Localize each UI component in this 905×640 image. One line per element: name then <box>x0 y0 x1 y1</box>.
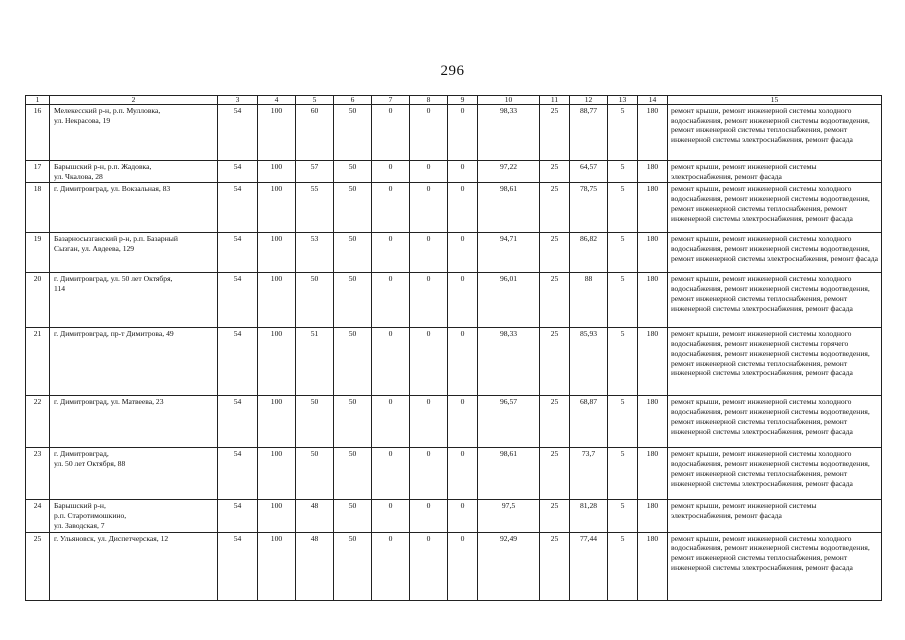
repair-works-cell: ремонт крыши, ремонт инженерной системы холодного водоснабжения, ремонт инженерной системы водоотведения, ремонт инженерной системы теплоснабжения, ремонт инженерной системы электроснабжения, ремонт фасада <box>668 448 882 500</box>
value-cell-14: 180 <box>638 273 668 328</box>
value-cell-7: 0 <box>372 448 410 500</box>
value-cell-8: 0 <box>410 183 448 233</box>
value-cell-9: 0 <box>448 273 478 328</box>
value-cell-12: 86,82 <box>570 233 608 273</box>
value-cell-3: 54 <box>218 328 258 396</box>
value-cell-5: 50 <box>296 396 334 448</box>
value-cell-7: 0 <box>372 161 410 183</box>
value-cell-11: 25 <box>540 448 570 500</box>
value-cell-14: 180 <box>638 183 668 233</box>
value-cell-9: 0 <box>448 448 478 500</box>
value-cell-12: 68,87 <box>570 396 608 448</box>
value-cell-6: 50 <box>334 500 372 532</box>
value-cell-3: 54 <box>218 448 258 500</box>
value-cell-7: 0 <box>372 273 410 328</box>
value-cell-14: 180 <box>638 233 668 273</box>
address-cell <box>50 500 218 532</box>
address-cell <box>50 233 218 273</box>
value-cell-5: 53 <box>296 233 334 273</box>
repair-works-cell: ремонт крыши, ремонт инженерной системы холодного водоснабжения, ремонт инженерной системы водоотведения, ремонт инженерной системы теплоснабжения, ремонт инженерной системы электроснабжения, ремонт фасада <box>668 532 882 600</box>
repair-works-cell: ремонт крыши, ремонт инженерной системы холодного водоснабжения, ремонт инженерной системы водоотведения, ремонт инженерной системы электроснабжения, ремонт фасада <box>668 233 882 273</box>
value-cell-10: 98,61 <box>478 183 540 233</box>
address-cell <box>50 183 218 233</box>
value-cell-6: 50 <box>334 105 372 161</box>
repair-table <box>25 95 882 601</box>
row-number: 16 <box>26 105 50 161</box>
value-cell-6: 50 <box>334 448 372 500</box>
value-cell-8: 0 <box>410 396 448 448</box>
value-cell-7: 0 <box>372 328 410 396</box>
value-cell-12: 78,75 <box>570 183 608 233</box>
value-cell-10: 98,33 <box>478 328 540 396</box>
repair-works-cell: ремонт крыши, ремонт инженерной системы холодного водоснабжения, ремонт инженерной системы водоотведения, ремонт инженерной системы теплоснабжения, ремонт инженерной системы электроснабжения, ремонт фасада <box>668 273 882 328</box>
value-cell-14: 180 <box>638 328 668 396</box>
value-cell-9: 0 <box>448 500 478 532</box>
value-cell-7: 0 <box>372 105 410 161</box>
repair-works-cell: ремонт крыши, ремонт инженерной системы холодного водоснабжения, ремонт инженерной системы водоотведения, ремонт инженерной системы теплоснабжения, ремонт инженерной системы электроснабжения, ремонт фасада <box>668 183 882 233</box>
header-cell: 14 <box>638 96 668 105</box>
value-cell-11: 25 <box>540 328 570 396</box>
value-cell-6: 50 <box>334 532 372 600</box>
header-cell: 9 <box>448 96 478 105</box>
header-cell: 13 <box>608 96 638 105</box>
value-cell-13: 5 <box>608 273 638 328</box>
header-cell: 5 <box>296 96 334 105</box>
value-cell-10: 98,33 <box>478 105 540 161</box>
address-line: ул. Чкалова, 28 <box>54 171 103 181</box>
address-line: г. Ульяновск, ул. Диспетчерская, 12 <box>54 533 169 543</box>
address-line: Барышский р-н, р.п. Жадовка, <box>54 162 152 171</box>
value-cell-14: 180 <box>638 532 668 600</box>
address-cell <box>50 328 218 396</box>
value-cell-7: 0 <box>372 500 410 532</box>
value-cell-9: 0 <box>448 161 478 183</box>
value-cell-6: 50 <box>334 183 372 233</box>
value-cell-13: 5 <box>608 328 638 396</box>
value-cell-12: 64,57 <box>570 161 608 183</box>
value-cell-10: 92,49 <box>478 532 540 600</box>
value-cell-8: 0 <box>410 500 448 532</box>
value-cell-3: 54 <box>218 161 258 183</box>
value-cell-10: 96,57 <box>478 396 540 448</box>
row-number: 19 <box>26 233 50 273</box>
table-row <box>26 183 882 233</box>
value-cell-12: 81,28 <box>570 500 608 532</box>
table-row <box>26 161 882 183</box>
address-cell <box>50 532 218 600</box>
value-cell-13: 5 <box>608 500 638 532</box>
value-cell-13: 5 <box>608 161 638 183</box>
address-cell <box>50 105 218 161</box>
value-cell-9: 0 <box>448 233 478 273</box>
value-cell-4: 100 <box>258 396 296 448</box>
value-cell-6: 50 <box>334 273 372 328</box>
value-cell-10: 97,22 <box>478 161 540 183</box>
value-cell-4: 100 <box>258 161 296 183</box>
header-cell: 8 <box>410 96 448 105</box>
header-cell: 3 <box>218 96 258 105</box>
address-line: г. Димитровград, ул. 50 лет Октября, <box>54 274 173 284</box>
address-line: ул. 50 лет Октября, 88 <box>54 459 126 469</box>
value-cell-3: 54 <box>218 183 258 233</box>
table-row <box>26 532 882 600</box>
header-cell: 10 <box>478 96 540 105</box>
value-cell-12: 73,7 <box>570 448 608 500</box>
value-cell-10: 94,71 <box>478 233 540 273</box>
repair-works-cell: ремонт крыши, ремонт инженерной системы холодного водоснабжения, ремонт инженерной системы водоотведения, ремонт инженерной системы теплоснабжения, ремонт инженерной системы электроснабжения, ремонт фасада <box>668 105 882 161</box>
value-cell-4: 100 <box>258 183 296 233</box>
value-cell-6: 50 <box>334 233 372 273</box>
address-line: г. Димитровград, ул. Матвеева, 23 <box>54 397 164 407</box>
value-cell-11: 25 <box>540 105 570 161</box>
address-line: 114 <box>54 284 66 294</box>
value-cell-13: 5 <box>608 448 638 500</box>
value-cell-4: 100 <box>258 532 296 600</box>
value-cell-14: 180 <box>638 396 668 448</box>
value-cell-7: 0 <box>372 183 410 233</box>
address-line: Базарносызганский р-н, р.п. Базарный <box>54 234 178 244</box>
value-cell-8: 0 <box>410 532 448 600</box>
value-cell-14: 180 <box>638 105 668 161</box>
value-cell-4: 100 <box>258 273 296 328</box>
value-cell-5: 50 <box>296 273 334 328</box>
row-number: 23 <box>26 448 50 500</box>
header-cell: 7 <box>372 96 410 105</box>
repair-works-cell: ремонт крыши, ремонт инженерной системы холодного водоснабжения, ремонт инженерной системы водоотведения, ремонт инженерной системы теплоснабжения, ремонт инженерной системы электроснабжения, ремонт фасада <box>668 396 882 448</box>
repair-works-cell: ремонт крыши, ремонт инженерной системы электроснабжения, ремонт фасада <box>668 161 882 183</box>
value-cell-12: 88,77 <box>570 105 608 161</box>
page-number: 296 <box>440 63 465 79</box>
address-cell <box>50 448 218 500</box>
value-cell-3: 54 <box>218 396 258 448</box>
row-number: 24 <box>26 500 50 532</box>
row-number: 22 <box>26 396 50 448</box>
header-cell: 11 <box>540 96 570 105</box>
value-cell-11: 25 <box>540 273 570 328</box>
value-cell-10: 98,61 <box>478 448 540 500</box>
value-cell-14: 180 <box>638 448 668 500</box>
value-cell-3: 54 <box>218 273 258 328</box>
value-cell-13: 5 <box>608 105 638 161</box>
header-cell: 15 <box>668 96 882 105</box>
value-cell-12: 85,93 <box>570 328 608 396</box>
table-row <box>26 328 882 396</box>
value-cell-8: 0 <box>410 161 448 183</box>
value-cell-9: 0 <box>448 105 478 161</box>
address-line: Барышский р-н, <box>54 501 106 511</box>
value-cell-9: 0 <box>448 396 478 448</box>
value-cell-9: 0 <box>448 183 478 233</box>
value-cell-13: 5 <box>608 183 638 233</box>
value-cell-13: 5 <box>608 532 638 600</box>
header-cell: 1 <box>26 96 50 105</box>
value-cell-7: 0 <box>372 233 410 273</box>
value-cell-5: 57 <box>296 161 334 183</box>
table-row <box>26 396 882 448</box>
value-cell-9: 0 <box>448 532 478 600</box>
address-cell <box>50 161 218 183</box>
value-cell-11: 25 <box>540 161 570 183</box>
value-cell-5: 60 <box>296 105 334 161</box>
value-cell-5: 48 <box>296 500 334 532</box>
value-cell-11: 25 <box>540 233 570 273</box>
value-cell-10: 96,01 <box>478 273 540 328</box>
table-row <box>26 233 882 273</box>
value-cell-3: 54 <box>218 105 258 161</box>
table-row <box>26 273 882 328</box>
value-cell-14: 180 <box>638 500 668 532</box>
table-row <box>26 448 882 500</box>
value-cell-4: 100 <box>258 328 296 396</box>
repair-works-cell: ремонт крыши, ремонт инженерной системы холодного водоснабжения, ремонт инженерной системы горячего водоснабжения, ремонт инженерной системы водоотведения, ремонт инженерной системы теплоснабжения, ремонт инженерной системы электроснабжения, ремонт фасада <box>668 328 882 396</box>
value-cell-4: 100 <box>258 500 296 532</box>
value-cell-12: 88 <box>570 273 608 328</box>
value-cell-11: 25 <box>540 532 570 600</box>
table-row <box>26 500 882 532</box>
value-cell-11: 25 <box>540 183 570 233</box>
repair-works-cell: ремонт крыши, ремонт инженерной системы электроснабжения, ремонт фасада <box>668 500 882 532</box>
header-cell: 6 <box>334 96 372 105</box>
value-cell-14: 180 <box>638 161 668 183</box>
header-cell: 12 <box>570 96 608 105</box>
value-cell-5: 55 <box>296 183 334 233</box>
header-cell: 4 <box>258 96 296 105</box>
table-header <box>26 96 882 105</box>
address-line: р.п. Старотимошкино, <box>54 511 127 521</box>
address-line: г. Димитровград, <box>54 449 109 459</box>
value-cell-10: 97,5 <box>478 500 540 532</box>
value-cell-8: 0 <box>410 105 448 161</box>
value-cell-7: 0 <box>372 396 410 448</box>
value-cell-3: 54 <box>218 233 258 273</box>
value-cell-6: 50 <box>334 396 372 448</box>
row-number: 17 <box>26 161 50 183</box>
value-cell-5: 50 <box>296 448 334 500</box>
address-line: Мелекесский р-н, р.п. Мулловка, <box>54 106 161 115</box>
value-cell-8: 0 <box>410 328 448 396</box>
value-cell-4: 100 <box>258 105 296 161</box>
value-cell-11: 25 <box>540 396 570 448</box>
value-cell-6: 50 <box>334 161 372 183</box>
row-number: 18 <box>26 183 50 233</box>
value-cell-3: 54 <box>218 532 258 600</box>
value-cell-5: 48 <box>296 532 334 600</box>
value-cell-11: 25 <box>540 500 570 532</box>
value-cell-13: 5 <box>608 233 638 273</box>
value-cell-9: 0 <box>448 328 478 396</box>
value-cell-8: 0 <box>410 448 448 500</box>
value-cell-5: 51 <box>296 328 334 396</box>
address-cell <box>50 396 218 448</box>
row-number: 21 <box>26 328 50 396</box>
address-line: ул. Некрасова, 19 <box>54 115 111 125</box>
table-row <box>26 105 882 161</box>
address-cell <box>50 273 218 328</box>
address-line: Сызган, ул. Авдеева, 129 <box>54 244 135 254</box>
value-cell-13: 5 <box>608 396 638 448</box>
value-cell-4: 100 <box>258 233 296 273</box>
address-line: г. Димитровград, ул. Вокзальная, 83 <box>54 184 171 194</box>
value-cell-3: 54 <box>218 500 258 532</box>
value-cell-4: 100 <box>258 448 296 500</box>
header-cell: 2 <box>50 96 218 105</box>
value-cell-6: 50 <box>334 328 372 396</box>
value-cell-8: 0 <box>410 273 448 328</box>
row-number: 20 <box>26 273 50 328</box>
row-number: 25 <box>26 532 50 600</box>
value-cell-7: 0 <box>372 532 410 600</box>
address-line: г. Димитровград, пр-т Димитрова, 49 <box>54 329 174 339</box>
value-cell-8: 0 <box>410 233 448 273</box>
address-line: ул. Заводская, 7 <box>54 520 105 530</box>
value-cell-12: 77,44 <box>570 532 608 600</box>
table-body <box>26 105 882 601</box>
